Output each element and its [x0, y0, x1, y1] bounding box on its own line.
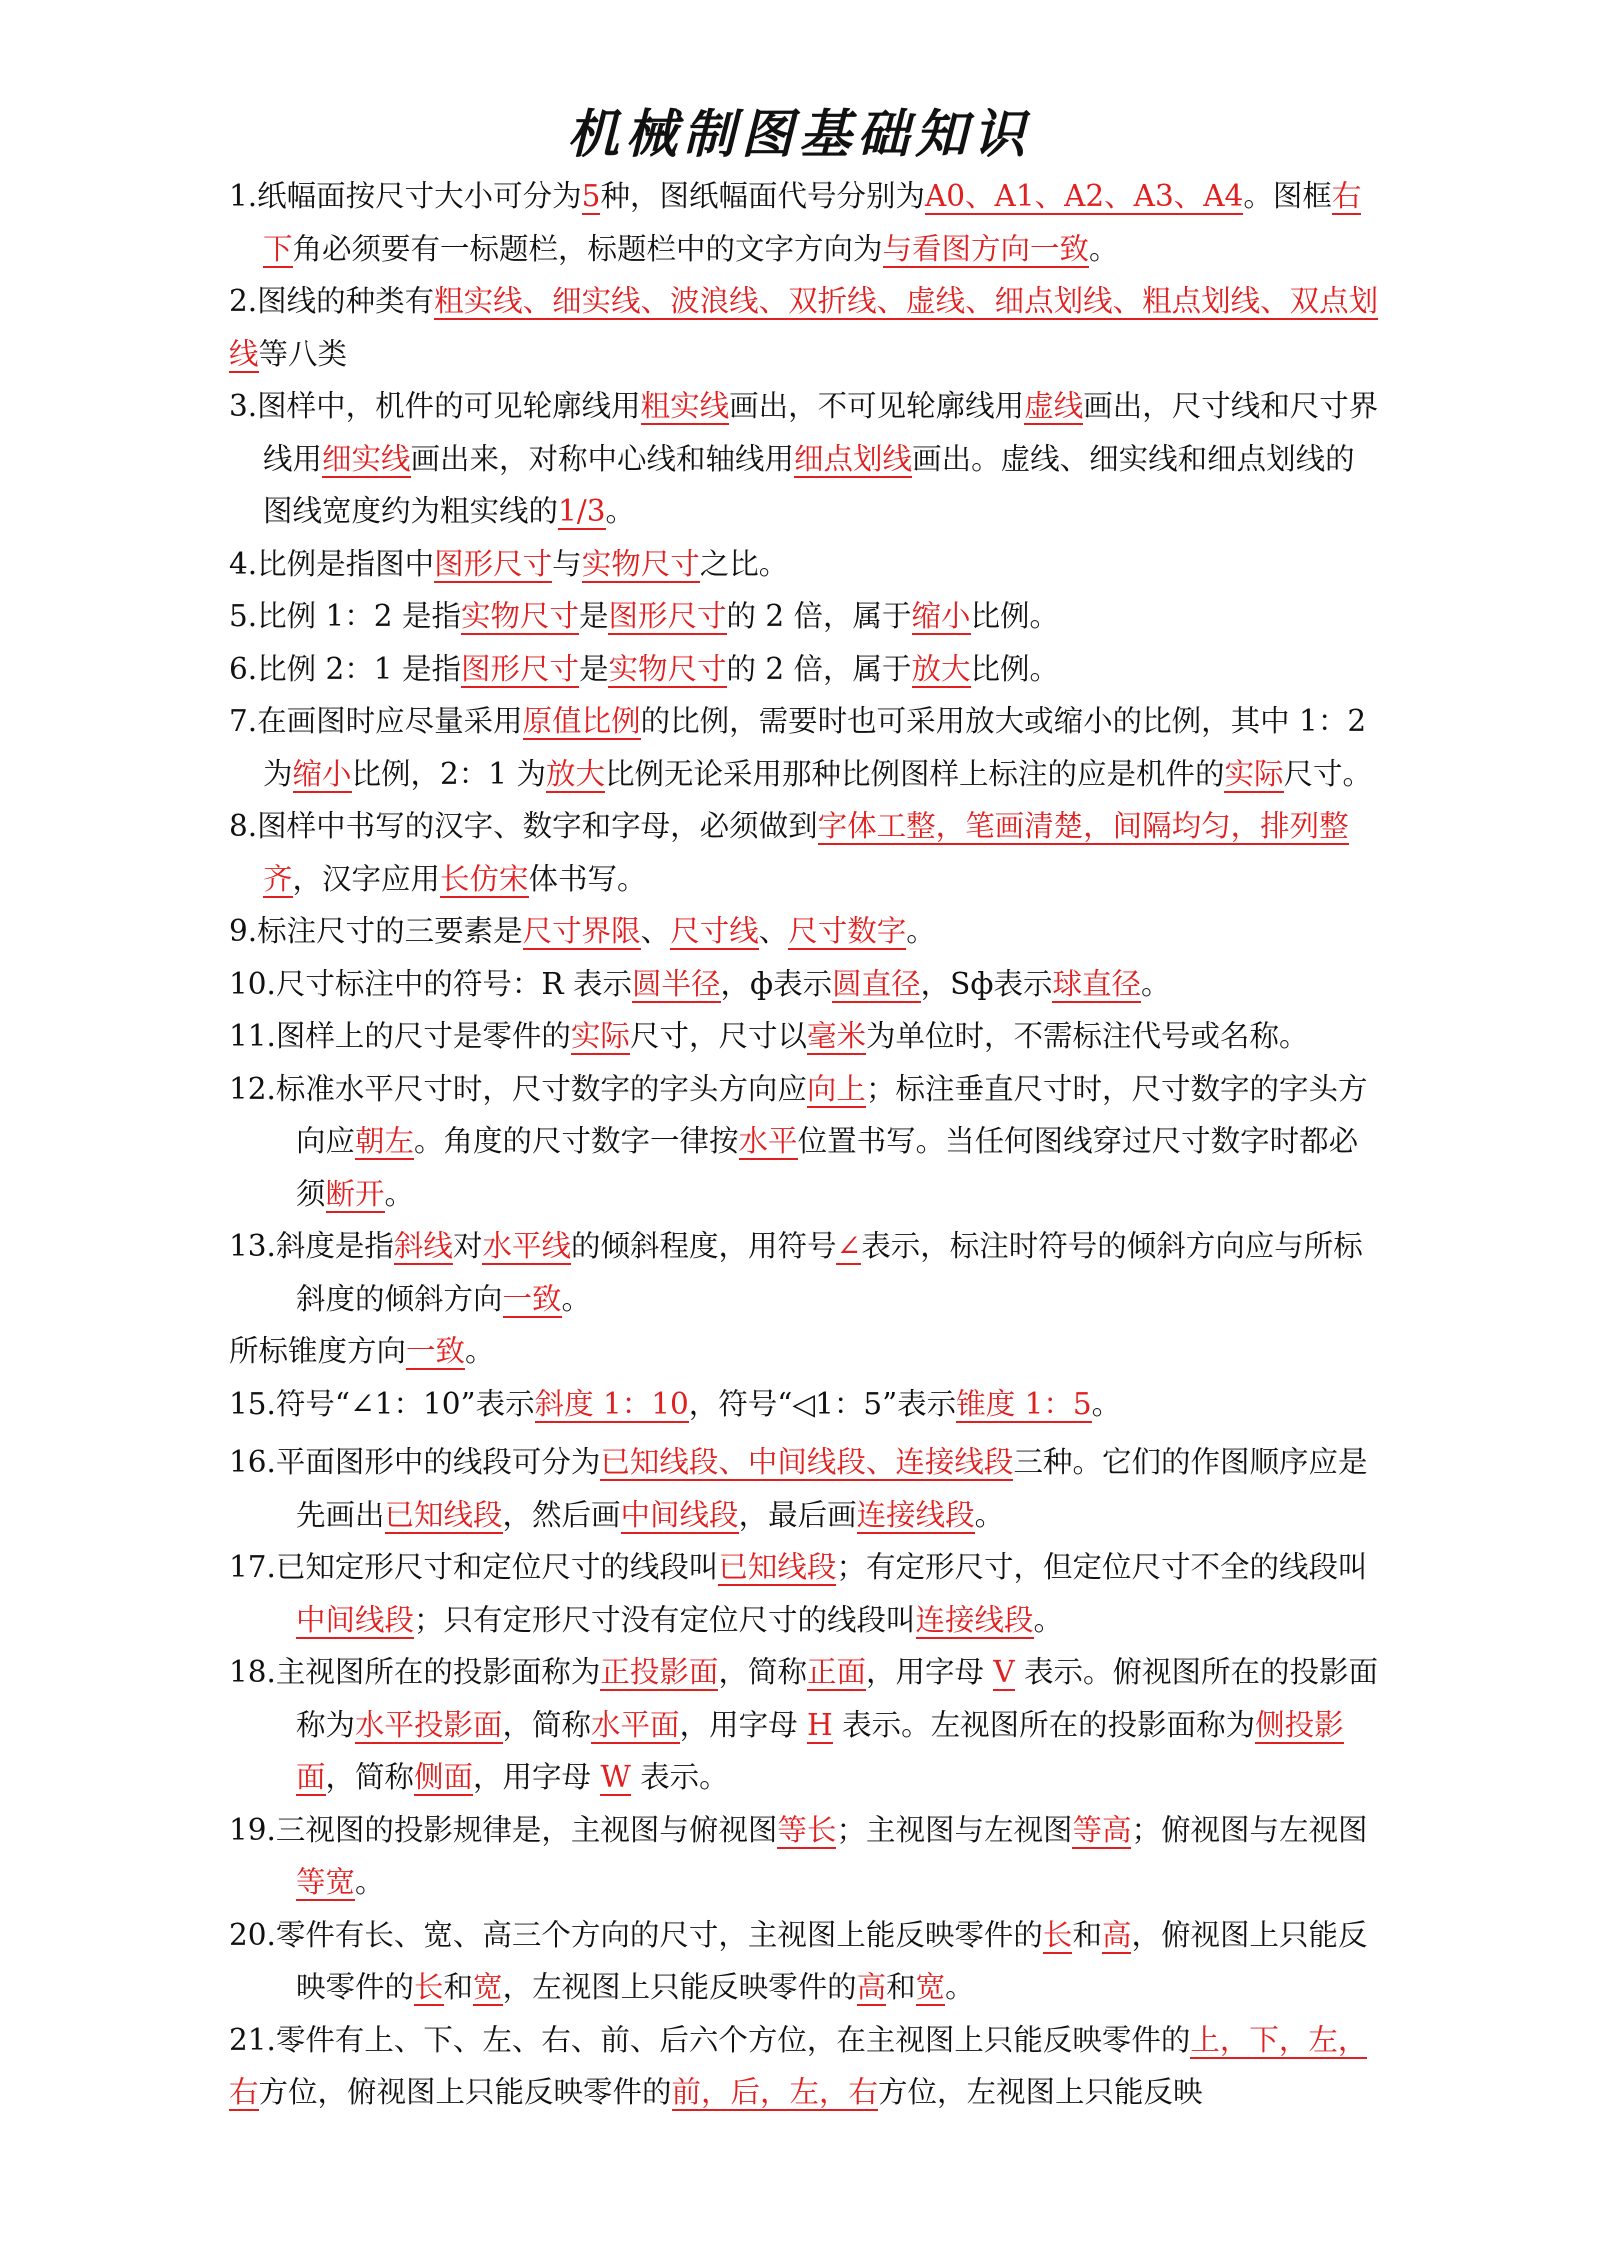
question-item	[229, 1325, 1384, 1378]
answer-text: V	[993, 1655, 1015, 1689]
question-text: 13.斜度是指	[229, 1229, 394, 1263]
question-text: 。	[384, 1176, 415, 1211]
question-text: 的倾斜程度，用符号	[570, 1229, 837, 1263]
question-text: 的比例，需要时也可采用放大或缩小的比例，其中 1：2 为	[263, 704, 1367, 791]
question-text: 方位，俯视图上只能反映零件的	[258, 2075, 672, 2109]
answer-text: 断开	[325, 1176, 385, 1211]
question-text: ，符号“◁1：5”表示	[688, 1386, 957, 1421]
question-item	[229, 958, 1384, 1011]
answer-text: 宽	[915, 1970, 946, 2004]
question-text: 。	[945, 1970, 975, 2004]
question-text: 9.标注尺寸的三要素是	[229, 914, 523, 948]
question-list	[229, 170, 1384, 2119]
question-text: 和	[886, 1970, 916, 2004]
question-text: 与	[552, 546, 582, 581]
answer-text: 向上	[806, 1071, 866, 1106]
answer-text: 1/3	[558, 494, 606, 528]
document-title: 机械制图基础知识	[566, 104, 1031, 165]
question-item	[229, 170, 1384, 275]
answer-text: 图形尺寸	[434, 546, 553, 581]
answer-text: 侧面	[414, 1760, 474, 1794]
question-item	[229, 1063, 1384, 1221]
answer-text: 水平	[738, 1124, 798, 1158]
question-text: 角必须要有一标题栏，标题栏中的文字方向为	[292, 231, 883, 266]
answer-text: W	[600, 1760, 631, 1794]
answer-text: 原值比例	[522, 704, 641, 738]
question-text: 。	[605, 494, 636, 528]
question-text: 比例无论采用那种比例图样上标注的应是机件的	[604, 756, 1225, 791]
answer-text: 高	[1101, 1917, 1132, 1952]
question-text: 2.图线的种类有	[229, 284, 435, 318]
answer-text: 虚线	[1024, 389, 1084, 423]
question-text: 尺寸，尺寸以	[629, 1019, 807, 1053]
question-item	[229, 1220, 1384, 1325]
question-text: 、	[640, 914, 671, 948]
answer-text: 缩小	[911, 599, 971, 633]
question-text: 7.在画图时应尽量采用	[229, 704, 523, 738]
answer-text: 已知线段、中间线段、连接线段	[600, 1445, 1014, 1479]
answer-text: 斜线	[393, 1229, 453, 1263]
question-text: 6.比例 2：1 是指	[229, 651, 461, 686]
answer-text: 等宽	[296, 1865, 356, 1899]
question-text: ；只有定形尺寸没有定位尺寸的线段叫	[414, 1602, 916, 1637]
question-text: 所标锥度方向	[229, 1334, 407, 1368]
answer-text: 圆半径	[632, 966, 721, 1001]
answer-text: 已知线段	[718, 1550, 837, 1584]
question-text: 21.零件有上、下、左、右、前、后六个方位，在主视图上只能反映零件的	[229, 2022, 1191, 2057]
answer-text: 已知线段	[384, 1497, 503, 1532]
answer-text: 实际	[1224, 756, 1284, 791]
answer-text: 毫米	[806, 1019, 866, 1053]
answer-text: ∠	[836, 1229, 862, 1263]
answer-text: 与看图方向一致	[882, 231, 1090, 266]
answer-text: 上，下，左，右	[229, 2022, 1368, 2109]
answer-text: 水平线	[482, 1229, 571, 1263]
answer-text: 缩小	[292, 756, 352, 791]
question-text: ；标注垂直尺寸时，尺寸数字的字头方向应	[296, 1071, 1368, 1158]
question-item	[229, 538, 1384, 591]
question-text: 之比。	[699, 546, 789, 581]
question-text: 对	[452, 1229, 483, 1263]
question-text: 。	[1140, 966, 1171, 1001]
question-text: 表示。左视图所在的投影面称为	[832, 1707, 1256, 1742]
question-text: 画出来，对称中心线和轴线用	[410, 441, 795, 476]
question-text: 的 2 倍，属于	[726, 599, 912, 633]
question-item	[229, 380, 1384, 538]
question-item	[229, 1378, 1384, 1431]
question-item	[229, 1010, 1384, 1063]
question-text: 和	[1072, 1917, 1102, 1952]
question-item	[229, 590, 1384, 643]
question-text: 。	[1091, 1386, 1122, 1421]
answer-text: 长	[414, 1970, 444, 2004]
question-text: 比例，2：1 为	[351, 756, 546, 791]
question-item	[229, 1646, 1384, 1804]
question-text: ，Sф表示	[920, 966, 1053, 1001]
question-text: 。	[355, 1865, 385, 1899]
question-text: 12.标准水平尺寸时，尺寸数字的字头方向应	[229, 1071, 807, 1106]
answer-text: 锥度 1：5	[956, 1386, 1092, 1421]
question-text: 19.三视图的投影规律是，主视图与俯视图	[229, 1812, 778, 1847]
answer-text: 实际	[570, 1019, 630, 1053]
question-text: 是	[578, 651, 609, 686]
question-item	[229, 2014, 1384, 2119]
answer-text: 字体工整，笔画清楚，间隔均匀，排列整齐	[263, 809, 1349, 896]
question-text: ；俯视图与左视图	[1131, 1812, 1368, 1847]
question-item	[229, 1541, 1384, 1646]
question-text: 17.已知定形尺寸和定位尺寸的线段叫	[229, 1550, 719, 1584]
question-item	[229, 905, 1384, 958]
answer-text: 水平投影面	[355, 1707, 503, 1742]
answer-text: 球直径	[1052, 966, 1141, 1001]
answer-text: 连接线段	[856, 1497, 975, 1532]
question-text: 画出，尺寸线和尺寸界线用	[263, 389, 1379, 476]
question-text: 位置书写。当任何图线穿过尺寸数字时都必须	[296, 1124, 1359, 1211]
answer-text: 一致	[502, 1281, 562, 1316]
answer-text: 5	[581, 179, 601, 213]
answer-text: 连接线段	[915, 1602, 1034, 1637]
question-text: 。图框	[1243, 179, 1332, 213]
question-text: 的 2 倍，属于	[726, 651, 912, 686]
question-item	[229, 275, 1384, 380]
answer-text: 实物尺寸	[460, 599, 579, 633]
question-text: ，ф表示	[720, 966, 833, 1001]
question-text: ，用字母	[679, 1707, 807, 1742]
answer-text: 放大	[545, 756, 605, 791]
question-text: 。	[465, 1334, 495, 1368]
answer-text: 图形尺寸	[608, 599, 727, 633]
answer-text: 宽	[473, 1970, 503, 2004]
answer-text: 右下	[263, 179, 1362, 266]
answer-text: 细实线	[322, 441, 411, 476]
question-text: 。	[906, 914, 936, 948]
question-text: 11.图样上的尺寸是零件的	[229, 1019, 571, 1053]
question-text: ，俯视图上只能反映零件的	[296, 1917, 1368, 2004]
answer-text: 放大	[911, 651, 971, 686]
question-text: ，用字母	[865, 1655, 994, 1689]
question-text: ，简称	[718, 1655, 807, 1689]
question-text: 三种。它们的作图顺序应是先画出	[296, 1445, 1368, 1532]
answer-text: 长	[1042, 1917, 1073, 1952]
question-text: 4.比例是指图中	[229, 546, 435, 581]
answer-text: A0、A1、A2、A3、A4	[924, 179, 1244, 213]
question-text: 18.主视图所在的投影面称为	[229, 1655, 601, 1689]
question-text: 3.图样中，机件的可见轮廓线用	[229, 389, 641, 423]
answer-text: 尺寸界限	[522, 914, 641, 948]
question-text: 比例。	[970, 651, 1060, 686]
question-text: 。	[1033, 1602, 1064, 1637]
question-text: 体书写。	[528, 861, 647, 896]
question-text: 10.尺寸标注中的符号：R 表示	[229, 966, 633, 1001]
answer-text: 实物尺寸	[608, 651, 727, 686]
answer-text: 水平面	[591, 1707, 680, 1742]
answer-text: 中间线段	[296, 1602, 415, 1637]
question-text: 。	[1089, 231, 1119, 266]
answer-text: 朝左	[355, 1124, 415, 1158]
question-text: 、	[758, 914, 789, 948]
question-text: ，汉字应用	[292, 861, 441, 896]
question-text: 画出。虚线、细实线和细点划线的图线宽度约为粗实线的	[263, 441, 1355, 528]
question-item	[229, 1909, 1384, 2014]
answer-text: 尺寸线	[670, 914, 759, 948]
question-text: 和	[443, 1970, 474, 2004]
answer-text: 等长	[777, 1812, 837, 1847]
question-text: 16.平面图形中的线段可分为	[229, 1445, 601, 1479]
question-text: ；主视图与左视图	[836, 1812, 1073, 1847]
question-text: 15.符号“∠1：10”表示	[229, 1386, 535, 1421]
question-text: 为单位时，不需标注代号或名称。	[865, 1019, 1309, 1053]
answer-text: 粗实线、细实线、波浪线、双折线、虚线、细点划线、粗点划线、双点划线	[229, 284, 1379, 371]
question-text: 表示。	[630, 1760, 729, 1794]
question-text: 等八类	[258, 336, 348, 371]
answer-text: H	[806, 1707, 833, 1742]
answer-text: 图形尺寸	[460, 651, 579, 686]
answer-text: 一致	[406, 1334, 466, 1368]
answer-text: 尺寸数字	[788, 914, 907, 948]
answer-text: 细点划线	[794, 441, 913, 476]
answer-text: 等高	[1072, 1812, 1132, 1847]
answer-text: 侧投影面	[296, 1707, 1344, 1794]
question-text: ，最后画	[738, 1497, 857, 1532]
question-text: 8.图样中书写的汉字、数字和字母，必须做到	[229, 809, 818, 843]
answer-text: 粗实线	[640, 389, 730, 423]
question-text: 。	[974, 1497, 1005, 1532]
question-text: 方位，左视图上只能反映	[878, 2075, 1203, 2109]
question-item	[229, 800, 1384, 905]
question-item	[229, 643, 1384, 696]
question-text: 5.比例 1：2 是指	[229, 599, 461, 633]
question-text: ，左视图上只能反映零件的	[502, 1970, 857, 2004]
question-item	[229, 1436, 1384, 1541]
question-text: ，然后画	[502, 1497, 621, 1532]
answer-text: 斜度 1：10	[534, 1386, 689, 1421]
question-text: 。	[561, 1281, 592, 1316]
question-text: ，简称	[325, 1760, 415, 1794]
question-text: ，用字母	[473, 1760, 601, 1794]
question-text: 表示，标注时符号的倾斜方向应与所标斜度的倾斜方向	[296, 1229, 1363, 1316]
answer-text: 圆直径	[832, 966, 921, 1001]
answer-text: 中间线段	[620, 1497, 739, 1532]
question-item	[229, 695, 1384, 800]
question-text: 画出，不可见轮廓线用	[729, 389, 1025, 423]
question-text: 尺寸。	[1283, 756, 1373, 791]
answer-text: 前，后，左，右	[671, 2075, 879, 2109]
question-text: 是	[578, 599, 609, 633]
question-text: 20.零件有长、宽、高三个方向的尺寸，主视图上能反映零件的	[229, 1917, 1043, 1952]
answer-text: 正投影面	[600, 1655, 719, 1689]
question-text: 。角度的尺寸数字一律按	[414, 1124, 739, 1158]
answer-text: 实物尺寸	[581, 546, 700, 581]
question-text: 1.纸幅面按尺寸大小可分为	[229, 179, 582, 213]
question-text: 表示。俯视图所在的投影面称为	[296, 1655, 1379, 1742]
answer-text: 正面	[806, 1655, 866, 1689]
answer-text: 长仿宋	[440, 861, 529, 896]
answer-text: 高	[856, 1970, 887, 2004]
question-text: ，简称	[502, 1707, 592, 1742]
question-text: 种，图纸幅面代号分别为	[600, 179, 925, 213]
question-item	[229, 1804, 1384, 1909]
question-text: ；有定形尺寸，但定位尺寸不全的线段叫	[836, 1550, 1368, 1584]
question-text: 比例。	[970, 599, 1060, 633]
